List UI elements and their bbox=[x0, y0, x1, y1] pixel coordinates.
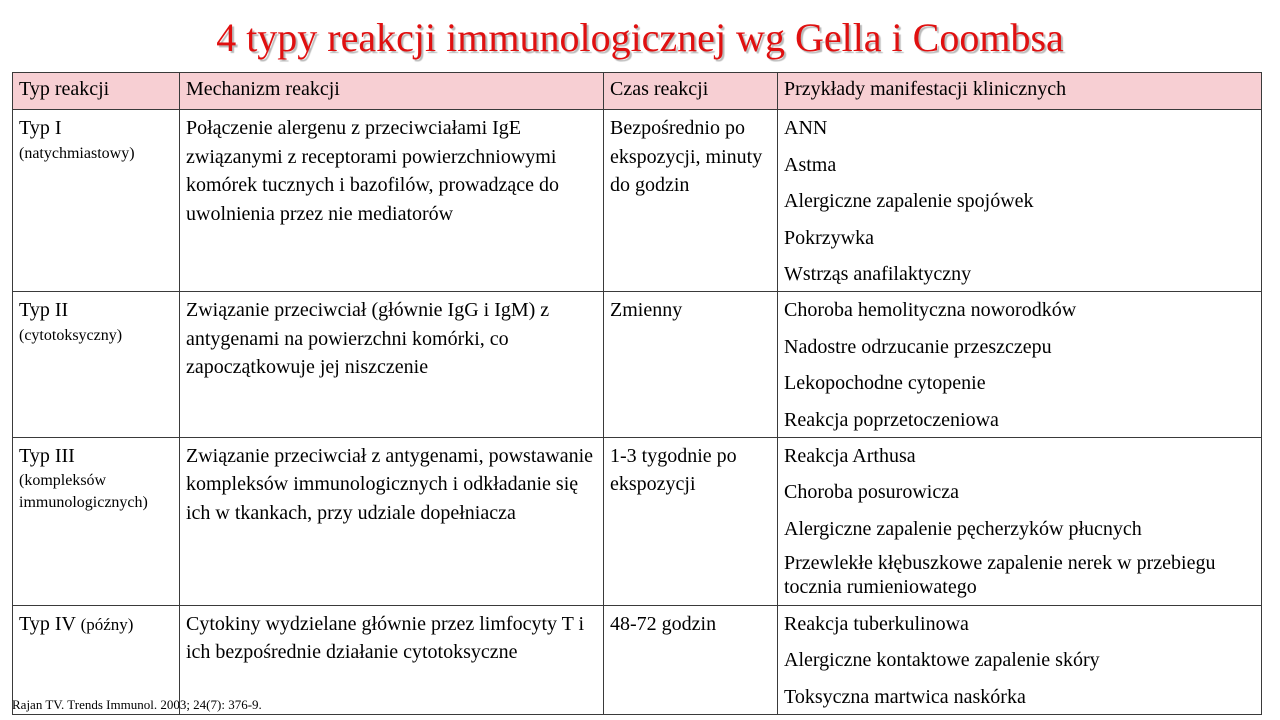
column-header-time: Czas reakcji bbox=[604, 73, 778, 110]
time-cell: 1-3 tygodnie po ekspozycji bbox=[604, 437, 778, 605]
slide-title: 4 typy reakcji immunologicznej wg Gella i Coombsa bbox=[216, 15, 1064, 60]
example-item: Choroba posurowicza bbox=[784, 481, 959, 503]
examples-cell bbox=[778, 437, 1262, 605]
example-item: Lekopochodne cytopenie bbox=[784, 372, 986, 394]
example-item: Pokrzywka bbox=[784, 226, 874, 249]
table-row-type-1 bbox=[13, 110, 1262, 292]
type-label: Typ II bbox=[19, 299, 69, 321]
examples-cell bbox=[778, 605, 1262, 714]
type-subtitle: (kompleksów immunologicznych) bbox=[19, 472, 148, 511]
example-item: ANN bbox=[784, 117, 828, 139]
example-item: Astma bbox=[784, 153, 837, 176]
table-row-type-2 bbox=[13, 292, 1262, 438]
column-header-examples: Przykłady manifestacji klinicznych bbox=[778, 73, 1262, 110]
example-item: Alergiczne kontaktowe zapalenie skóry bbox=[784, 649, 1100, 671]
example-item: Przewlekłe kłębuszkowe zapalenie nerek w przebiegu tocznia rumieniowatego bbox=[784, 552, 1216, 598]
mechanism-cell: Cytokiny wydzielane głównie przez limfocyty T i ich bezpośrednie działanie cytotoksyczne bbox=[180, 605, 604, 714]
mechanism-cell: Połączenie alergenu z przeciwciałami IgE związanymi z receptorami powierzchniowymi komórek tucznych i bazofilów, prowadzące do uwolnienia przez nie mediatorów bbox=[180, 110, 604, 292]
examples-cell bbox=[778, 292, 1262, 438]
time-cell: Bezpośrednio po ekspozycji, minuty do godzin bbox=[604, 110, 778, 292]
example-item: Alergiczne zapalenie spojówek bbox=[784, 190, 1034, 212]
column-header-type: Typ reakcji bbox=[13, 73, 180, 110]
example-item: Nadostre odrzucanie przeszczepu bbox=[784, 335, 1052, 358]
source-citation: Rajan TV. Trends Immunol. 2003; 24(7): 376-9. bbox=[12, 697, 262, 712]
example-item: Wstrząs anafilaktyczny bbox=[784, 263, 972, 285]
example-item: Alergiczne zapalenie pęcherzyków płucnych bbox=[784, 517, 1142, 540]
examples-cell bbox=[778, 110, 1262, 292]
type-cell bbox=[13, 110, 180, 292]
example-item: Reakcja tuberkulinowa bbox=[784, 612, 969, 635]
reaction-types-table bbox=[12, 72, 1262, 715]
example-item: Choroba hemolityczna noworodków bbox=[784, 299, 1077, 321]
example-item: Toksyczna martwica naskórka bbox=[784, 685, 1026, 708]
type-cell bbox=[13, 437, 180, 605]
type-subtitle: (późny) bbox=[80, 614, 134, 634]
mechanism-cell: Związanie przeciwciał z antygenami, powstawanie kompleksów immunologicznych i odkładanie się ich w tkankach, przy udziale dopełniacza bbox=[180, 437, 604, 605]
mechanism-cell: Związanie przeciwciał (głównie IgG i IgM) z antygenami na powierzchni komórki, co zapoczątkowuje jej niszczenie bbox=[180, 292, 604, 438]
type-label: Typ IV bbox=[19, 612, 76, 635]
table-row-type-3 bbox=[13, 437, 1262, 605]
example-item: Reakcja Arthusa bbox=[784, 444, 916, 467]
type-cell bbox=[13, 292, 180, 438]
type-label: Typ I bbox=[19, 117, 62, 139]
time-cell: Zmienny bbox=[604, 292, 778, 438]
type-subtitle: (cytotoksyczny) bbox=[19, 326, 123, 344]
example-item: Reakcja poprzetoczeniowa bbox=[784, 408, 999, 431]
type-label: Typ III bbox=[19, 444, 75, 467]
type-subtitle: (natychmiastowy) bbox=[19, 144, 135, 162]
column-header-mechanism: Mechanizm reakcji bbox=[180, 73, 604, 110]
time-cell: 48-72 godzin bbox=[604, 605, 778, 714]
table-header-row bbox=[13, 73, 1262, 110]
